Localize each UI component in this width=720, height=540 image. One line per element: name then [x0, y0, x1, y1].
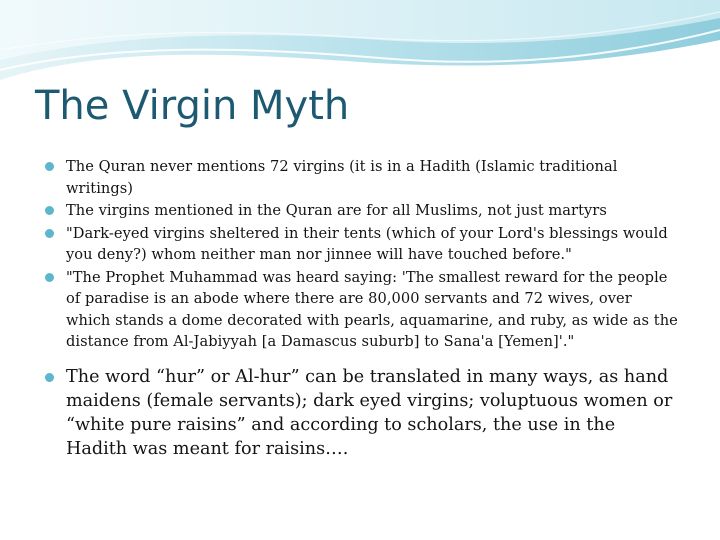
bullet-dot-icon: [45, 229, 54, 238]
bullet-text: The word “hur” or Al-hur” can be translated in many ways, as hand maidens (female servants); dark eyed virgins; voluptuous women or “white pure raisins” and according to scholars, the use in the Hadith was meant for raisins….: [66, 366, 673, 459]
bullet-item: [44, 365, 678, 461]
bullet-text: The Quran never mentions 72 virgins (it is in a Hadith (Islamic traditional writings): [66, 158, 618, 197]
bullet-item: [44, 200, 678, 222]
bullet-text: "Dark-eyed virgins sheltered in their tents (which of your Lord's blessings would you deny?) whom neither man nor jinnee will have touched before.": [66, 224, 668, 263]
bullet-dot-icon: [45, 162, 54, 171]
bullet-item: [44, 267, 678, 353]
bullet-dot-icon: [45, 373, 54, 382]
header-wave-decoration: [0, 0, 720, 90]
bullet-item: [44, 156, 678, 199]
bullet-dot-icon: [45, 206, 54, 215]
slide-title: The Virgin Myth: [35, 83, 350, 129]
bullet-dot-icon: [45, 273, 54, 282]
bullet-text: The virgins mentioned in the Quran are for all Muslims, not just martyrs: [66, 202, 607, 219]
bullet-text: "The Prophet Muhammad was heard saying: 'The smallest reward for the people of paradise is an abode where there are 80,000 servants and 72 wives, over which stands a dome decorated with pearls, aquamarine, and ruby, as wide as the distance from Al-Jabiyyah [a Damascus suburb] to Sana'a [Yemen]'.": [66, 268, 678, 350]
bullet-list: [44, 156, 678, 461]
bullet-item: [44, 223, 678, 266]
